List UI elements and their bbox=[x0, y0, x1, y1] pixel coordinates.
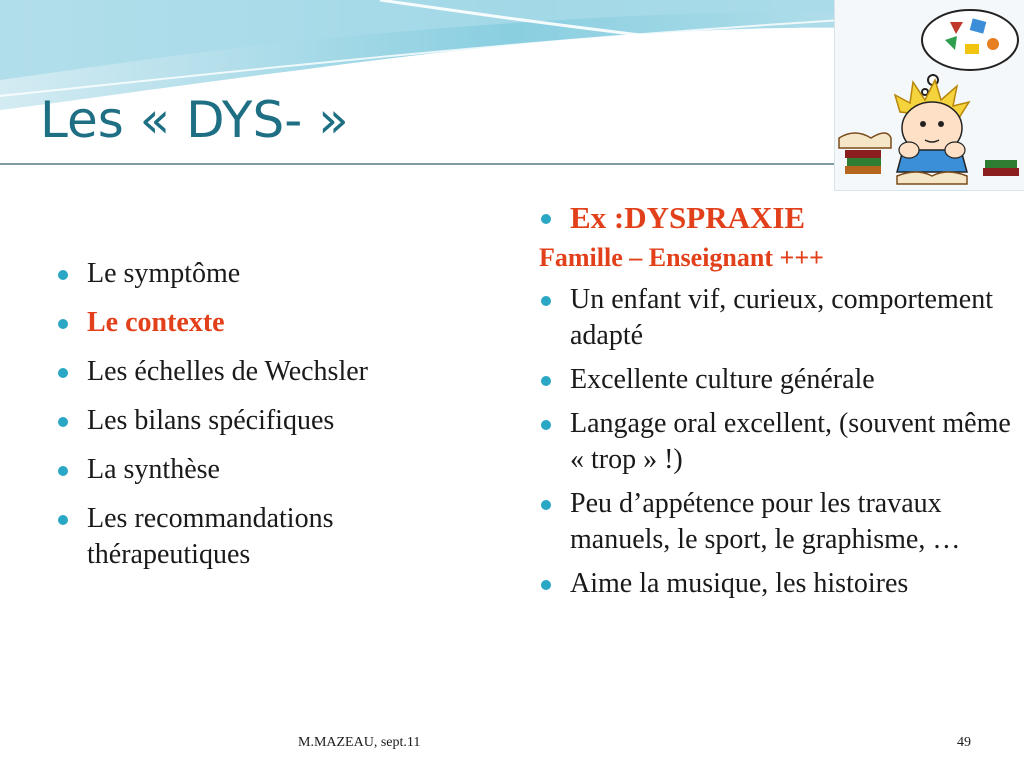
slide-title: Les « DYS- » bbox=[40, 91, 349, 149]
list-item-text: Peu d’appétence pour les travaux manuels, le sport, le graphisme, … bbox=[570, 488, 961, 555]
list-item-text: Un enfant vif, curieux, comportement adapté bbox=[570, 284, 993, 351]
list-item-text: Le symptôme bbox=[87, 258, 241, 289]
list-item bbox=[56, 403, 486, 439]
bullet-icon bbox=[58, 466, 68, 476]
bullet-icon bbox=[58, 515, 68, 525]
example-label: Ex :DYSPRAXIE bbox=[570, 200, 806, 235]
bullet-icon bbox=[541, 420, 551, 430]
bullet-icon bbox=[58, 270, 68, 280]
bullet-icon bbox=[541, 296, 551, 306]
list-item bbox=[539, 406, 1019, 478]
list-item bbox=[539, 362, 1019, 398]
left-bullet-list bbox=[56, 256, 486, 586]
title-divider bbox=[0, 163, 840, 165]
list-item bbox=[539, 566, 1019, 602]
list-item bbox=[56, 452, 486, 488]
subheading-text: Famille – Enseignant +++ bbox=[539, 243, 824, 272]
bullet-icon bbox=[541, 376, 551, 386]
list-item bbox=[56, 354, 486, 390]
child-reading-illustration bbox=[834, 0, 1024, 191]
bullet-icon bbox=[541, 580, 551, 590]
list-item bbox=[56, 256, 486, 292]
footer-author-date: M.MAZEAU, sept.11 bbox=[298, 735, 421, 750]
list-item-text: Les échelles de Wechsler bbox=[87, 356, 368, 387]
list-item-text: La synthèse bbox=[87, 454, 220, 485]
list-item-text: Les bilans spécifiques bbox=[87, 405, 335, 436]
bullet-icon bbox=[541, 214, 551, 224]
list-item bbox=[56, 501, 486, 573]
bullet-icon bbox=[58, 417, 68, 427]
list-item-text: Les recommandations thérapeutiques bbox=[87, 503, 334, 570]
bullet-icon bbox=[541, 500, 551, 510]
bullet-icon bbox=[58, 319, 68, 329]
right-bullet-list bbox=[539, 200, 1019, 610]
list-item bbox=[56, 305, 486, 341]
list-item-text: Excellente culture générale bbox=[570, 364, 875, 395]
list-item bbox=[539, 282, 1019, 354]
list-item-text: Aime la musique, les histoires bbox=[570, 568, 909, 599]
list-item bbox=[539, 486, 1019, 558]
page-number: 49 bbox=[957, 735, 971, 750]
bullet-icon bbox=[58, 368, 68, 378]
list-item-text: Langage oral excellent, (souvent même « trop » !) bbox=[570, 408, 1011, 475]
child-reading-thinking-icon bbox=[835, 0, 1024, 190]
example-heading bbox=[539, 200, 1019, 236]
list-item-text-highlighted: Le contexte bbox=[87, 307, 225, 338]
subheading bbox=[539, 240, 1019, 276]
